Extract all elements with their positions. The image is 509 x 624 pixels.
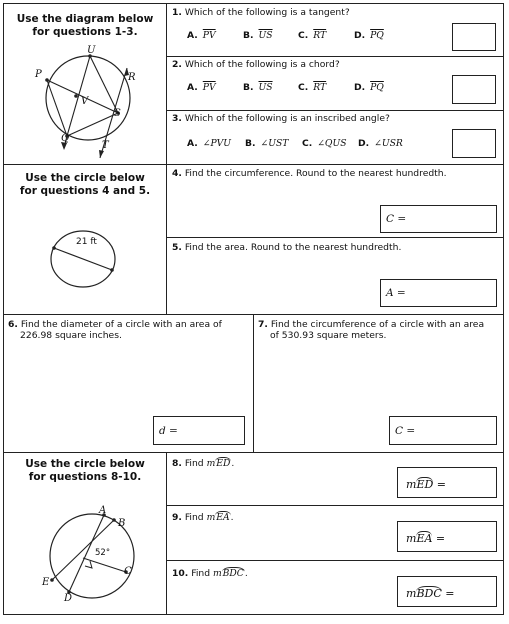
answer-box-q5[interactable]	[380, 279, 497, 307]
point-label-d: D	[64, 593, 73, 604]
question-9: 9. Find mEA.	[172, 512, 234, 523]
question-8: 8. Find mED.	[172, 458, 235, 469]
answer-label: A =	[386, 287, 406, 299]
choice-letter: D.	[354, 30, 366, 41]
choice-letter: B.	[243, 82, 254, 93]
choice-letter: D.	[358, 138, 370, 149]
choice-value: $\overline{PQ}$	[370, 30, 384, 41]
header-line: Use the diagram below	[16, 13, 154, 25]
grid-line	[253, 314, 254, 452]
question-2	[172, 59, 340, 70]
point-label-b: B	[118, 518, 126, 529]
choice-letter: B.	[245, 138, 256, 149]
answer-label: mED =	[406, 478, 447, 491]
grid-line	[166, 505, 504, 506]
grid-line	[166, 3, 167, 314]
answer-label: d =	[159, 425, 178, 437]
choice-3c[interactable]	[302, 138, 347, 149]
answer-box-q9[interactable]	[397, 521, 497, 552]
choice-letter: A.	[187, 30, 198, 41]
question-number: 1.	[172, 7, 182, 18]
grid-line	[3, 164, 504, 165]
grid-line	[166, 452, 167, 615]
point-label-t: T	[102, 140, 109, 151]
question-6	[8, 319, 222, 341]
choice-1d[interactable]	[354, 30, 384, 41]
choice-value: $\overline{RT}$	[313, 82, 327, 93]
question-text: Find the circumference. Round to the nearest hundredth.	[184, 168, 447, 179]
answer-label: mEA =	[406, 532, 446, 545]
question-10: 10. Find mBDC.	[172, 568, 248, 579]
answer-label: mBDC =	[406, 587, 455, 600]
question-number: 4.	[172, 168, 182, 179]
choice-letter: A.	[187, 138, 198, 149]
choice-letter: A.	[187, 82, 198, 93]
choice-letter: D.	[354, 82, 366, 93]
choice-value: ∠QUS	[317, 138, 347, 149]
header-line: for questions 1-3.	[32, 26, 138, 38]
header-line: Use the circle below	[25, 172, 145, 184]
angle-label: 52°	[95, 548, 111, 558]
choice-value: ∠UST	[260, 138, 289, 149]
question-number: 5.	[172, 242, 182, 253]
question-7	[258, 319, 484, 341]
answer-label: C =	[395, 425, 416, 437]
question-text: Find the circumference of a circle with an area	[270, 319, 485, 330]
choice-value: ∠USR	[374, 138, 403, 149]
choice-2c[interactable]	[298, 82, 326, 93]
question-text-2: 226.98 square inches.	[20, 330, 122, 341]
question-4	[172, 168, 447, 179]
question-text: Find the diameter of a circle with an area of	[20, 319, 222, 330]
choice-letter: B.	[243, 30, 254, 41]
arc-name: EA	[216, 512, 230, 523]
header-line: for questions 4 and 5.	[19, 185, 151, 197]
header-line: Use the circle below	[25, 458, 145, 470]
choice-letter: C.	[298, 82, 309, 93]
answer-box-q10[interactable]	[397, 576, 497, 607]
section-header-1-3	[6, 13, 164, 39]
choice-2d[interactable]	[354, 82, 384, 93]
arc-name: BDC	[222, 568, 244, 579]
question-number: 2.	[172, 59, 182, 70]
section-header-4-5	[6, 172, 164, 198]
question-text: Find the area. Round to the nearest hundredth.	[184, 242, 402, 253]
choice-letter: C.	[298, 30, 309, 41]
choice-value: ∠PVU	[202, 138, 232, 149]
grid-line	[166, 110, 504, 111]
diameter-label: 21 ft	[76, 237, 97, 247]
answer-box-q6[interactable]	[153, 416, 245, 445]
point-label-e: E	[42, 577, 50, 588]
answer-box-q1[interactable]	[452, 23, 496, 51]
point-label-s: S	[114, 108, 121, 119]
question-number: 10.	[172, 568, 189, 579]
answer-box-q4[interactable]	[380, 205, 497, 233]
choice-1b[interactable]	[243, 30, 273, 41]
question-text: Which of the following is an inscribed angle?	[184, 113, 390, 124]
question-text: Which of the following is a tangent?	[184, 7, 350, 18]
choice-value: $\overline{US}$	[258, 82, 273, 93]
point-label-a: A	[99, 505, 107, 516]
choice-2b[interactable]	[243, 82, 273, 93]
point-label-u: U	[87, 45, 96, 56]
question-1	[172, 7, 350, 18]
point-label-q: Q	[61, 133, 70, 144]
question-number: 3.	[172, 113, 182, 124]
grid-line	[166, 56, 504, 57]
question-number: 7.	[258, 319, 268, 330]
question-text: Which of the following is a chord?	[184, 59, 340, 70]
question-5	[172, 242, 401, 253]
question-number: 6.	[8, 319, 18, 330]
choice-3a[interactable]	[187, 138, 231, 149]
question-number: 9.	[172, 512, 182, 523]
point-label-r: R	[128, 72, 136, 83]
choice-3b[interactable]	[245, 138, 288, 149]
choice-value: $\overline{US}$	[258, 30, 273, 41]
point-label-c: C	[124, 566, 132, 577]
grid-line	[166, 237, 504, 238]
point-label-v: V	[81, 96, 89, 107]
choice-3d[interactable]	[358, 138, 403, 149]
measure-prefix: m	[206, 512, 216, 523]
question-number: 8.	[172, 458, 182, 469]
question-text: Find	[184, 512, 204, 523]
answer-box-q8[interactable]	[397, 467, 497, 498]
choice-1c[interactable]	[298, 30, 326, 41]
choice-value: $\overline{PQ}$	[370, 82, 384, 93]
choice-letter: C.	[302, 138, 313, 149]
measure-prefix: m	[212, 568, 222, 579]
grid-line	[3, 452, 504, 453]
grid-line	[166, 560, 504, 561]
question-3	[172, 113, 390, 124]
choice-value: $\overline{PV}$	[202, 30, 216, 41]
question-text: Find	[191, 568, 211, 579]
question-text-2: of 530.93 square meters.	[270, 330, 387, 341]
section-header-8-10	[6, 458, 164, 484]
choice-1a[interactable]	[187, 30, 216, 41]
answer-label: C =	[386, 213, 407, 225]
measure-prefix: m	[206, 458, 216, 469]
choice-2a[interactable]	[187, 82, 216, 93]
answer-box-q7[interactable]	[389, 416, 497, 445]
answer-box-q3[interactable]	[452, 129, 496, 158]
arc-measure-diagram	[34, 500, 144, 604]
choice-value: $\overline{PV}$	[202, 82, 216, 93]
point-label-p: P	[35, 69, 42, 80]
choice-value: $\overline{RT}$	[313, 30, 327, 41]
question-text: Find	[184, 458, 204, 469]
header-line: for questions 8-10.	[28, 471, 142, 483]
arc-name: ED	[216, 458, 231, 469]
answer-box-q2[interactable]	[452, 75, 496, 104]
